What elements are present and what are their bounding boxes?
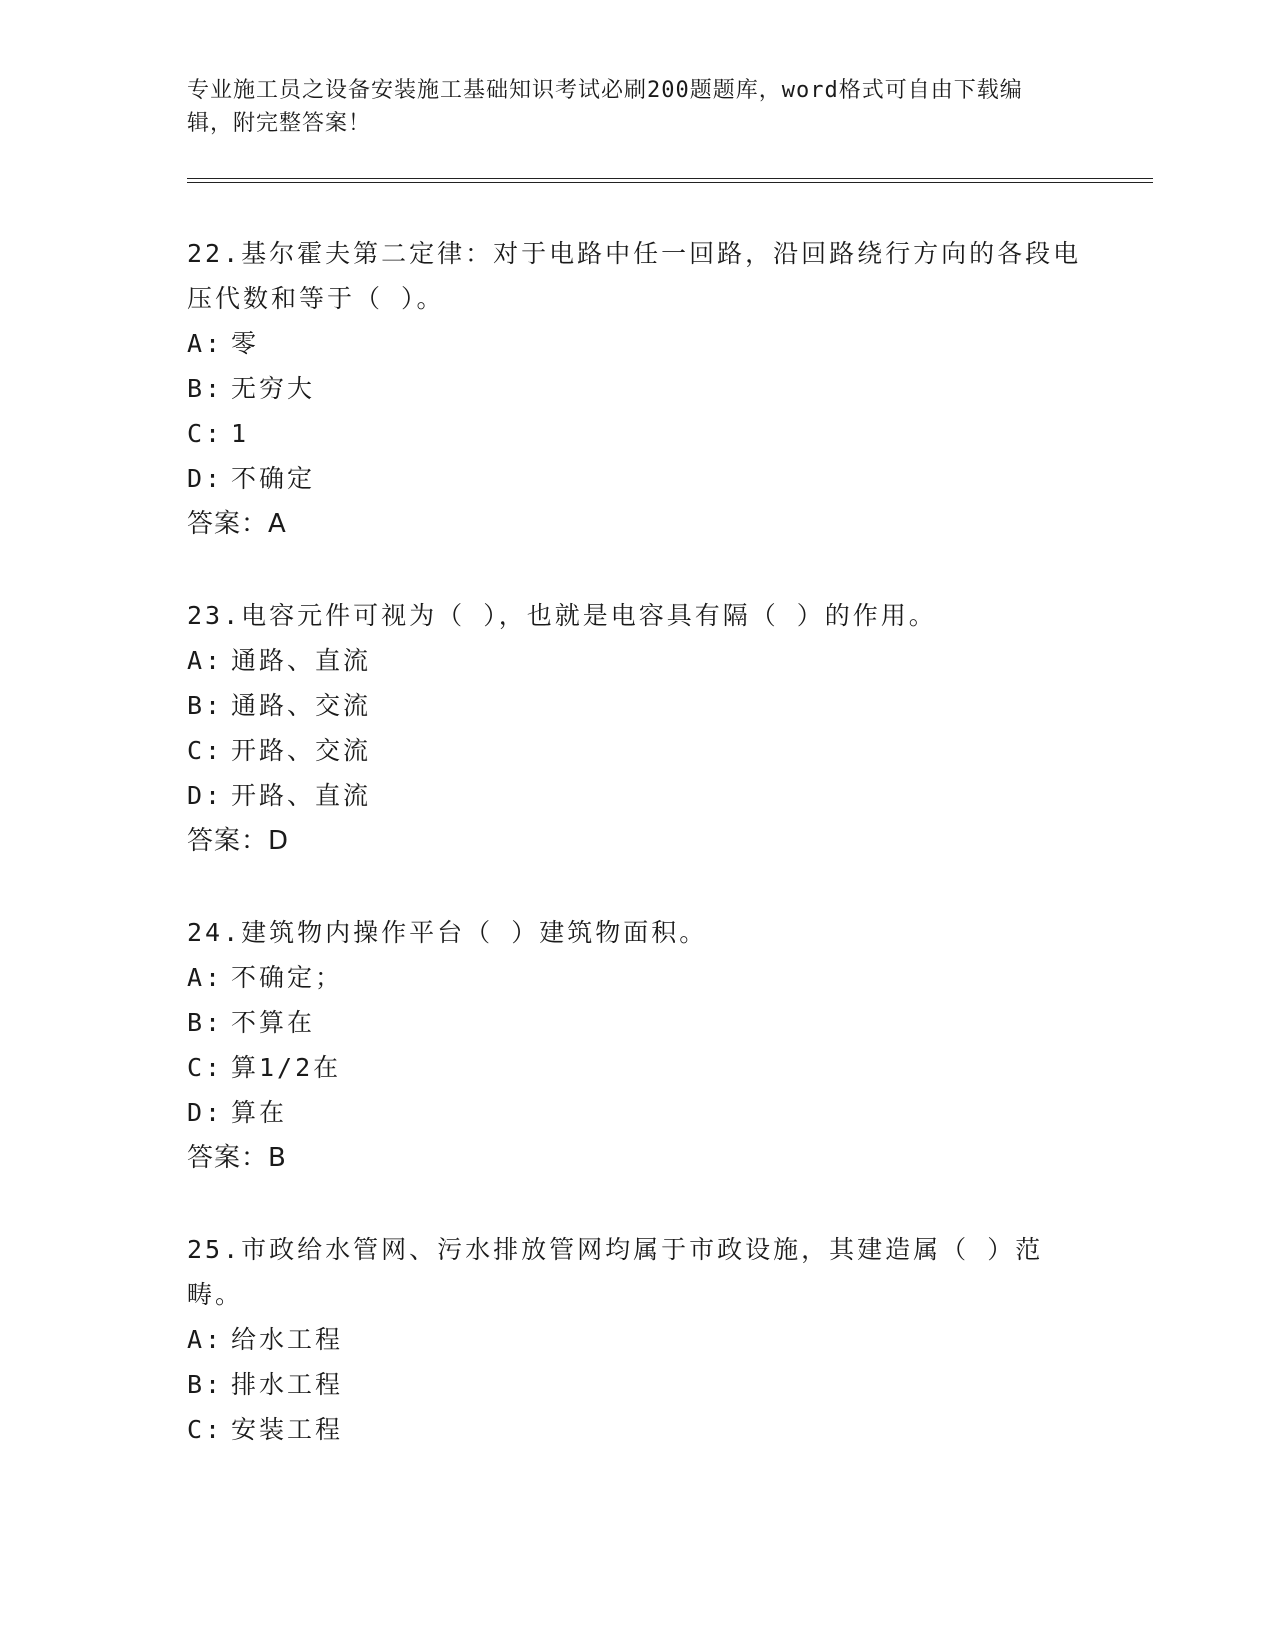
- option-text: 算在: [231, 1098, 288, 1127]
- option-a: [187, 321, 1087, 366]
- option-b: [187, 683, 1087, 728]
- question-25: [187, 1227, 1087, 1452]
- option-letter: D:: [187, 1098, 224, 1127]
- option-text: 不算在: [231, 1008, 316, 1037]
- option-text: 给水工程: [231, 1325, 344, 1354]
- option-letter: B:: [187, 1008, 224, 1037]
- question-stem: 22.基尔霍夫第二定律：对于电路中任一回路，沿回路绕行方向的各段电压代数和等于（ ）。: [187, 239, 1082, 313]
- question-stem: 23.电容元件可视为（ ），也就是电容具有隔（ ）的作用。: [187, 601, 937, 630]
- option-a: [187, 955, 1087, 1000]
- option-letter: A:: [187, 329, 224, 358]
- option-a: [187, 1317, 1087, 1362]
- option-text: 不确定: [231, 464, 316, 493]
- option-text: 排水工程: [231, 1370, 344, 1399]
- answer-label: 答案：D: [187, 826, 290, 856]
- document-header: 专业施工员之设备安装施工基础知识考试必刷200题题库，word格式可自由下载编辑，附完整答案！: [187, 78, 1023, 136]
- option-letter: A:: [187, 963, 224, 992]
- option-d: [187, 456, 1087, 501]
- option-text: 1: [231, 419, 250, 448]
- option-letter: B:: [187, 691, 224, 720]
- option-text: 无穷大: [231, 374, 316, 403]
- option-a: [187, 638, 1087, 683]
- option-letter: D:: [187, 464, 224, 493]
- option-letter: C:: [187, 1415, 224, 1444]
- option-letter: B:: [187, 374, 224, 403]
- option-text: 算1/2在: [231, 1053, 342, 1082]
- header-divider-bottom: [187, 182, 1153, 183]
- option-letter: C:: [187, 1053, 224, 1082]
- answer-label: 答案：A: [187, 509, 287, 539]
- option-text: 通路、直流: [231, 646, 372, 675]
- option-d: [187, 773, 1087, 818]
- option-letter: D:: [187, 781, 224, 810]
- option-letter: A:: [187, 1325, 224, 1354]
- option-text: 安装工程: [231, 1415, 344, 1444]
- option-text: 零: [231, 329, 260, 358]
- question-stem: 25.市政给水管网、污水排放管网均属于市政设施，其建造属（ ）范畴。: [187, 1235, 1044, 1309]
- option-c: [187, 728, 1087, 773]
- option-c: [187, 1045, 1087, 1090]
- question-23: [187, 593, 1087, 864]
- option-b: [187, 1000, 1087, 1045]
- option-letter: A:: [187, 646, 224, 675]
- answer-label: 答案：B: [187, 1143, 287, 1173]
- option-letter: C:: [187, 419, 224, 448]
- option-c: [187, 411, 1087, 456]
- option-letter: C:: [187, 736, 224, 765]
- option-b: [187, 366, 1087, 411]
- question-stem: 24.建筑物内操作平台（ ）建筑物面积。: [187, 918, 708, 947]
- option-text: 开路、交流: [231, 736, 372, 765]
- option-d: [187, 1090, 1087, 1135]
- header-divider-top: [187, 178, 1153, 179]
- question-24: [187, 910, 1087, 1181]
- option-c: [187, 1407, 1087, 1452]
- question-22: [187, 231, 1087, 547]
- option-letter: B:: [187, 1370, 224, 1399]
- option-text: 通路、交流: [231, 691, 372, 720]
- option-text: 开路、直流: [231, 781, 372, 810]
- option-b: [187, 1362, 1087, 1407]
- option-text: 不确定；: [231, 963, 344, 992]
